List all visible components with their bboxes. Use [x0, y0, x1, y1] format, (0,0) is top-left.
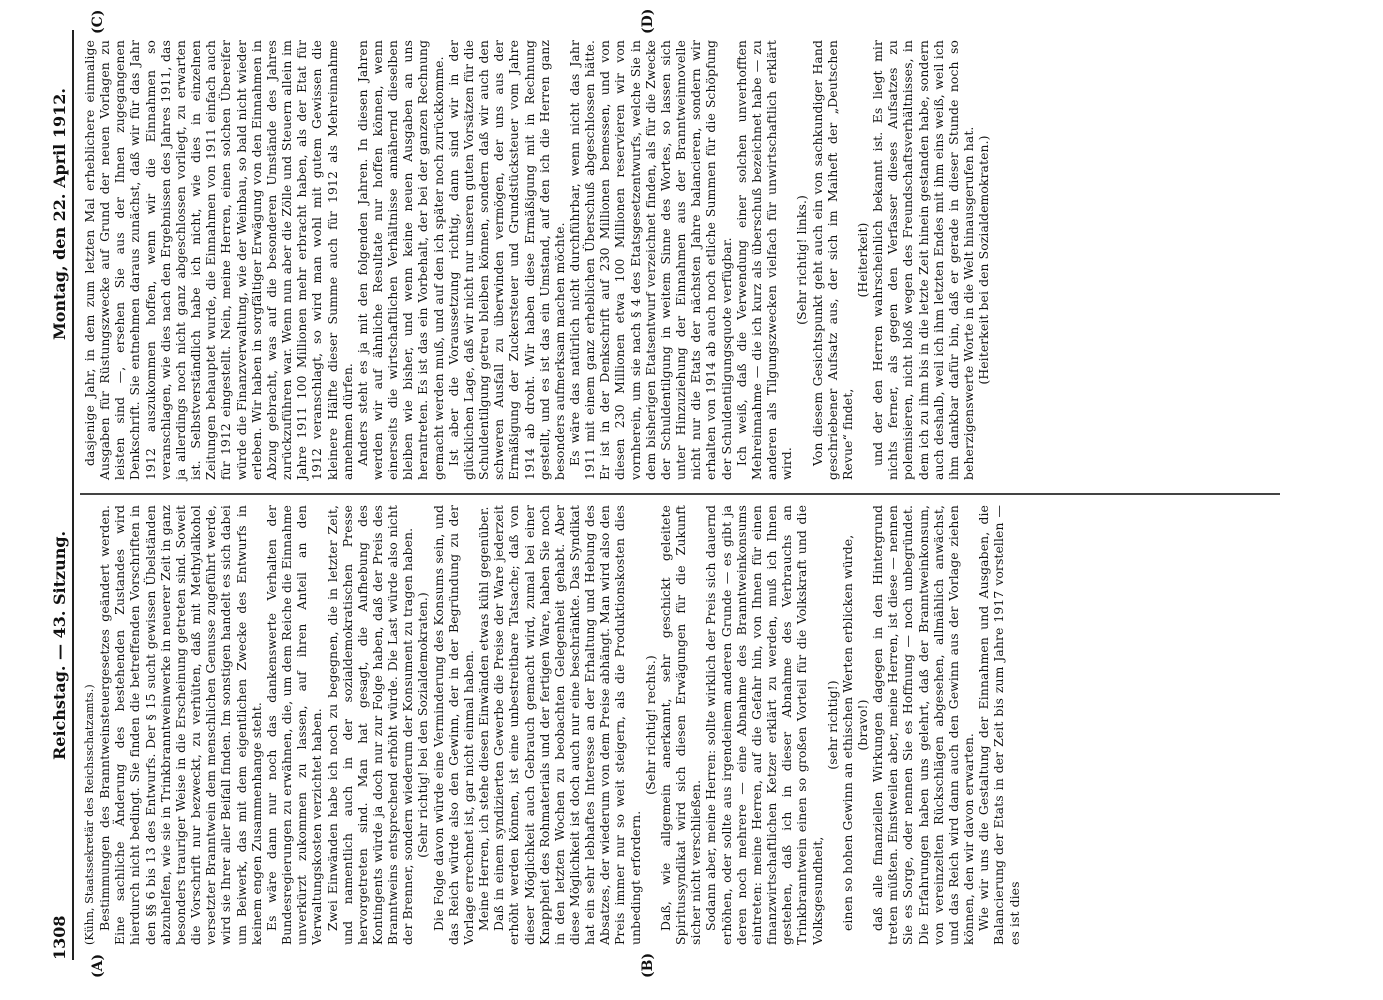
session-date: Montag, den 22. April 1912. [50, 88, 69, 340]
page-number: 1308 [50, 915, 69, 960]
interjection: (Heiterkeit bei den Sozialdemokraten.) [976, 135, 992, 385]
interjection: (Sehr richtig! rechts.) [642, 655, 658, 795]
margin-marker-a: (A) [90, 953, 106, 978]
interjection: (sehr richtig!) [824, 680, 840, 770]
right-column [82, 40, 991, 480]
paragraph: Sodann aber, meine Herren: sollte wirklich der Preis sich dauernd erhöhen, oder sollte aus irgendeinem anderen Grunde — es gibt ja deren noch mehrere — eine Abnahme des Branntweinkonsums eintreten: meine Herren, auf die Gefahr hin, von Ihnen für einen finanzwirtschaftlichen Ketzer erklärt zu werden, muß ich Ihnen gestehen, daß ich in dieser Abnahme des Verbrauchs an Trinkbranntwein einen so großen Vorteil für die Volkskraft und die Volksgesundheit, [703, 505, 825, 945]
paragraph: Daß, wie allgemein anerkannt, sehr geschickt geleitete Spiritussyndikat wird sich diesen Erwägungen für die Zukunft sicher nicht verschließen. [657, 505, 704, 945]
paragraph: Bestimmungen des Branntweinsteuergesetzes geändert werden. Eine sachliche Änderung des bestehenden Zustandes wird hierdurch nicht bedingt. Sie finden die betreffenden Vorschriften in den §§ 6 bis 13 des Entwurfs. Der § 15 sucht gewissen Übelständen abzuhelfen, wie sie in Trinkbranntweinwerke in neuerer Zeit in ganz besonders trauriger Weise in die Erscheinung getreten sind. Soweit die Vorschrift nur bezweckt, zu verhüten, daß mit Methylalkohol versetzter Branntwein dem menschlichen Genusse zugeführt werde, wird sie Ihrer aller Beifall finden. Im sonstigen handelt es sich dabei um Beiwerk, das mit dem eigentlichen Zwecke des Entwurfs in keinem engen Zusammenhange steht. [97, 505, 264, 945]
paragraph: daß alle finanziellen Wirkungen dagegen in den Hintergrund treten müßten. Einstweilen aber, meine Herren, ist diese — nennen Sie es Sorge, oder nennen Sie es Hoffnung — noch unbegründet. Die Erfahrungen haben uns gelehrt, daß der Branntweinkonsum, von vereinzelten Rückschlägen abgesehen, allmählich anwächst, und das Reich wird dann auch den Gewinn aus der Vorlage ziehen können, den wir davon erwarten. [870, 505, 977, 945]
page-header [50, 30, 72, 960]
paragraph: Daß in einem syndizierten Gewerbe die Preise der Ware jederzeit erhöht werden können, ist eine unbestreitbare Tatsache; daß von dieser Möglichkeit auch Gebrauch gemacht wird, zumal bei einer Knappheit des Rohmaterials und der fertigen Ware, haben Sie noch in den letzten Wochen zu beobachten Gelegenheit gehabt. Aber diese Möglichkeit ist doch auch nur eine beschränkte. Das Syndikat hat ein sehr lebhaftes Interesse an der Erhaltung und Hebung des Absatzes, der wiederum von dem Preise abhängt. Man wird also den Preis immer nur so weit steigern, als die Produktionskosten dies unbedingt erfordern. [491, 505, 643, 945]
paragraph: Anders steht es ja mit den folgenden Jahren. In diesen Jahren werden wir auf ähnliche Resultate nur hoffen können, wenn einerseits die wirtschaftlichen Verhältnisse annähernd dieselben bleiben wie bisher, und wenn keine neuen Ausgaben an uns herantreten. Es ist das ein Vorbehalt, der bei der ganzen Rechnung gemacht werden muß, und auf den ich später noch zurückkomme. [354, 40, 446, 480]
paragraph: Es wäre das natürlich nicht durchführbar, wenn nicht das Jahr 1911 mit einem ganz erheblichen Überschuß abgeschlossen hätte. Er ist in der Denkschrift auf 230 Millionen bemessen, und von diesen 230 Millionen etwa 100 Millionen reservieren wir von vornherein, um sie nach § 4 des Etatsgesetzentwurfs, welche Sie in dem bisherigen Etatsentwurf verzeichnet finden, als für die Zwecke der Schuldentilgung in weitem Sinne des Wortes, so lassen sich unter Hinzuziehung der Einnahmen aus der Branntweinnovelle nicht nur die Etats der nächsten Jahre balancieren, sondern wir erhalten von 1914 ab auch noch etliche Summen für die Schöpfung der Schuldentilgungsquote verfügbar. [567, 40, 734, 480]
interjection: (Heiterkeit) [854, 222, 870, 298]
paragraph: einen so hohen Gewinn an ethischen Werten erblicken würde, [839, 534, 855, 931]
paragraph: und der den Herren wahrscheinlich bekannt ist. Es liegt mir nichts ferner, als gegen den Verfasser dieses Aufsatzes zu polemisieren, nicht bloß wegen des Freundschaftsverhältnisses, in dem ich zu ihm bis in die letzte Zeit hinein gestanden habe, sondern auch deshalb, weil ich ihm letzten Endes mit ihm eins weiß, weil ich ihm dankbar dafür bin, daß er gerade in dieser Stunde noch so beherzigenswerte Worte in die Welt hinausgerufen hat. [870, 40, 977, 480]
paragraph: Von diesem Gesichtspunkt geht auch ein von sachkundiger Hand geschriebener Aufsatz aus, der sich im Maiheft der „Deutschen Revue“ findet, [809, 40, 855, 480]
paragraph: Zwei Einwänden habe ich noch zu begegnen, die in letzter Zeit, und namentlich auch in der sozialdemokratischen Presse hervorgetreten sind. Man hat gesagt, die Aufhebung des Kontingents würde ja doch nur zur Folge haben, daß der Preis des Branntweins entsprechend erhöht würde. Die Last würde also nicht der Brenner, sondern wiederum der Konsument zu tragen haben. [324, 505, 416, 945]
session-title: Reichstag. — 43. Sitzung. [50, 530, 69, 760]
interjection: (Sehr richtig! bei den Sozialdemokraten.) [415, 592, 431, 858]
left-column [82, 505, 1022, 945]
paragraph: Die Folge davon würde eine Verminderung des Konsums sein, und das Reich würde also den Gewinn, der in der Begründung zu der Vorlage errechnet ist, gar nicht einmal haben. [430, 505, 476, 945]
speaker-note: (Kühn, Staatssekretär des Reichsschatzamts.) [83, 684, 96, 945]
paragraph: Wie wir uns die Gestaltung der Einnahmen und Ausgaben, die Balancierung der Etats in der Zeit bis zum Jahre 1917 vorstellen — es ist dies [976, 505, 1022, 945]
margin-marker-d: (D) [640, 8, 656, 34]
paragraph: Meine Herren, ich stehe diesen Einwänden etwas kühl gegenüber. [476, 506, 492, 931]
paragraph: Ich weiß, daß die Verwendung einer solchen unverhofften Mehreinnahme — die ich kurz als überschuß bezeichnet habe — zu anderen als Tilgungszwecken vielfach für unwirtschaftlich erklärt wird. [733, 40, 795, 480]
header-rule [72, 30, 74, 960]
paragraph: Es wäre dann nur noch das dankenswerte Verhalten der Bundesregierungen zu erwähnen, die, um dem Reiche die Einnahme unverkürzt zukommen zu lassen, auf ihren Anteil an den Verwaltungskosten verzichtet haben. [263, 505, 325, 945]
margin-marker-b: (B) [640, 952, 656, 978]
column-divider [80, 494, 1280, 496]
margin-marker-c: (C) [90, 9, 106, 34]
paragraph: dasjenige Jahr, in dem zum letzten Mal erheblichere einmalige Ausgaben für Rüstungszwecke auf Grund der neuen Vorlagen zu leisten sind —, ersehen Sie aus der Ihnen zugegangenen Denkschrift. Sie entnehmen daraus zunächst, daß wir für das Jahr 1912 auszukommen hoffen, wenn wir die Einnahmen so veranschlagen, wie dies nach den Ergebnissen des Jahres 1911, das ja allerdings noch nicht ganz abgeschlossen vorliegt, zu erwarten ist. Selbstverständlich habe ich nicht, wie dies in einzelnen Zeitungen behauptet wurde, die Einnahmen von 1911 einfach auch für 1912 eingestellt. Nein, meine Herren, einen solchen Übereifer würde die Finanzverwaltung, wie der Weinbau, so bald nicht wieder erleben. Wir haben in sorgfältiger Erwägung von den Einnahmen in Abzug gebracht, was auf die besonderen Umstände des Jahres zurückzuführen war. Wenn nun aber die Zölle und Steuern allein im Jahre 1911 100 Millionen mehr erbracht haben, als der Etat für 1912 veranschlagt, so wird man wohl mit gutem Gewissen die kleinere Hälfte dieser Summe auch für 1912 als Mehreinnahme annehmen dürfen. [82, 40, 355, 480]
interjection: (bravo!) [854, 699, 870, 751]
interjection: (Sehr richtig! links.) [794, 195, 810, 325]
paragraph: Ist aber die Voraussetzung richtig, dann sind wir in der glücklichen Lage, daß wir nicht nur unseren guten Vorsätzen für die Schuldentilgung getreu bleiben können, sondern daß wir auch den schweren Ausfall zu überwinden vermögen, der uns aus der Ermäßigung der Zuckersteuer und Grundstücksteuer vom Jahre 1914 ab droht. Wir haben diese Ermäßigung mit in Rechnung gestellt, und es ist das ein Umstand, auf den ich die Herren ganz besonders aufmerksam machen möchte. [445, 40, 567, 480]
